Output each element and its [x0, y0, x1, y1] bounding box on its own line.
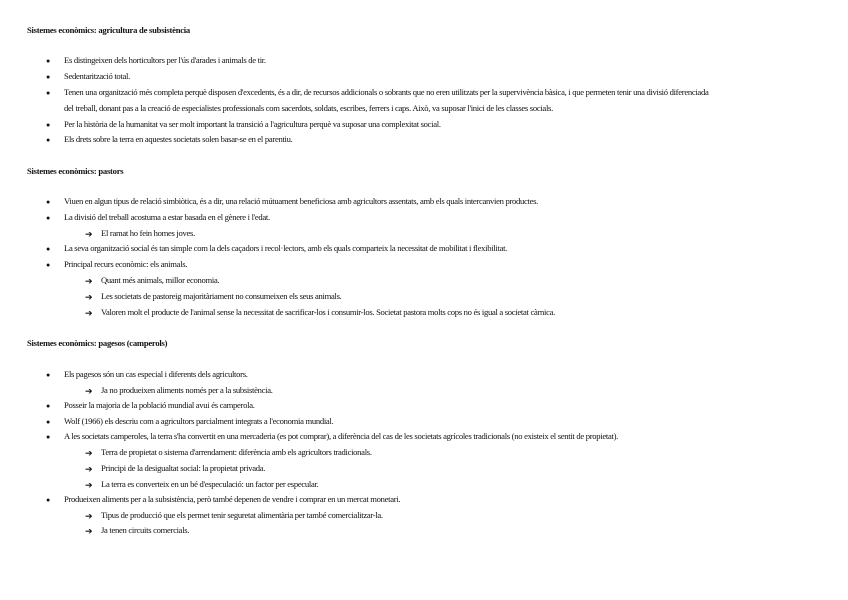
list-item-continuation: del treball, donant pas a la creació de especialistes professionals com sacerdots, soldats, escribes, ferrers i caps. Això, va suposar l'inici de les classes socials. [64, 103, 553, 113]
bullet-icon: ● [46, 418, 51, 426]
sub-list-item: Ja tenen circuits comercials. [101, 525, 190, 535]
bullet-icon: ● [46, 57, 51, 65]
bullet-icon: ● [46, 121, 51, 129]
list-item: Per la història de la humanitat va ser molt important la transició a l'agricultura perquè va suposar una complexitat social. [64, 119, 441, 129]
bullet-icon: ● [46, 214, 51, 222]
sub-list-item: Principi de la desigualtat social: la propietat privada. [101, 463, 266, 473]
list-item: Els pagesos són un cas especial i diferents dels agricultors. [64, 369, 248, 379]
sub-list-item: Valoren molt el producte de l'animal sense la necessitat de sacrificar-los i consumir-los. Societat pastora molts cops no és igual a societat càrnica. [101, 307, 556, 317]
bullet-icon: ● [46, 496, 51, 504]
arrow-right-icon: ➔ [85, 308, 93, 318]
arrow-right-icon: ➔ [85, 292, 93, 302]
sub-list-item: Les societats de pastoreig majoritàriament no consumeixen els seus animals. [101, 291, 342, 301]
arrow-right-icon: ➔ [85, 526, 93, 536]
bullet-icon: ● [46, 73, 51, 81]
section-heading: Sistemes econòmics: pagesos (camperols) [27, 338, 168, 348]
list-item: Sedentarització total. [64, 71, 130, 81]
bullet-icon: ● [46, 261, 51, 269]
list-item: La divisió del treball acostuma a estar basada en el gènere i l'edat. [64, 212, 270, 222]
arrow-right-icon: ➔ [85, 511, 93, 521]
sub-list-item: Quant més animals, millor economia. [101, 275, 220, 285]
sub-list-item: La terra es converteix en un bé d'especulació: un factor per especular. [101, 479, 319, 489]
bullet-icon: ● [46, 89, 51, 97]
bullet-icon: ● [46, 371, 51, 379]
arrow-right-icon: ➔ [85, 386, 93, 396]
arrow-right-icon: ➔ [85, 480, 93, 490]
arrow-right-icon: ➔ [85, 276, 93, 286]
sub-list-item: Tipus de producció que els permet tenir seguretat alimentària per també comercialitzar-la. [101, 510, 383, 520]
bullet-icon: ● [46, 198, 51, 206]
bullet-icon: ● [46, 136, 51, 144]
list-item: Viuen en algun tipus de relació simbiòtica, és a dir, una relació mútuament beneficiosa amb agricultors assentats, amb els quals intercanvien productes. [64, 196, 539, 206]
list-item: A les societats camperoles, la terra s'ha convertit en una mercaderia (es pot comprar), a diferència del cas de les societats agrícoles tradicionals (no existeix el sentit de propietat). [64, 431, 618, 441]
bullet-icon: ● [46, 402, 51, 410]
list-item: Es distingeixen dels horticultors per l'ús d'arades i animals de tir. [64, 55, 266, 65]
section-heading: Sistemes econòmics: pastors [27, 166, 124, 176]
list-item: La seva organització social és tan simple com la dels caçadors i recol·lectors, amb els quals comparteix la necessitat de mobilitat i flexibilitat. [64, 243, 508, 253]
list-item: Tenen una organització més completa perquè disposen d'excedents, és a dir, de recursos addicionals o sobrants que no eren utilitzats per la supervivència bàsica, i que permeten tenir una divisió diferenciada [64, 87, 709, 97]
bullet-icon: ● [46, 433, 51, 441]
list-item: Principal recurs econòmic: els animals. [64, 259, 188, 269]
list-item: Wolf (1966) els descriu com a agricultors parcialment integrats a l'economia mundial. [64, 416, 334, 426]
arrow-right-icon: ➔ [85, 464, 93, 474]
section-heading: Sistemes econòmics: agricultura de subsistència [27, 25, 190, 35]
arrow-right-icon: ➔ [85, 229, 93, 239]
sub-list-item: Terra de propietat o sistema d'arrendament: diferència amb els agricultors tradicionals. [101, 447, 372, 457]
sub-list-item: Ja no produeixen aliments només per a la subsistència. [101, 385, 273, 395]
sub-list-item: El ramat ho fein homes joves. [101, 228, 195, 238]
bullet-icon: ● [46, 245, 51, 253]
list-item: Produeixen aliments per a la subsistència, però també depenen de vendre i comprar en un mercat monetari. [64, 494, 401, 504]
list-item: Els drets sobre la terra en aquestes societats solen basar-se en el parentiu. [64, 134, 293, 144]
arrow-right-icon: ➔ [85, 448, 93, 458]
list-item: Posseir la majoria de la població mundial avui és camperola. [64, 400, 255, 410]
